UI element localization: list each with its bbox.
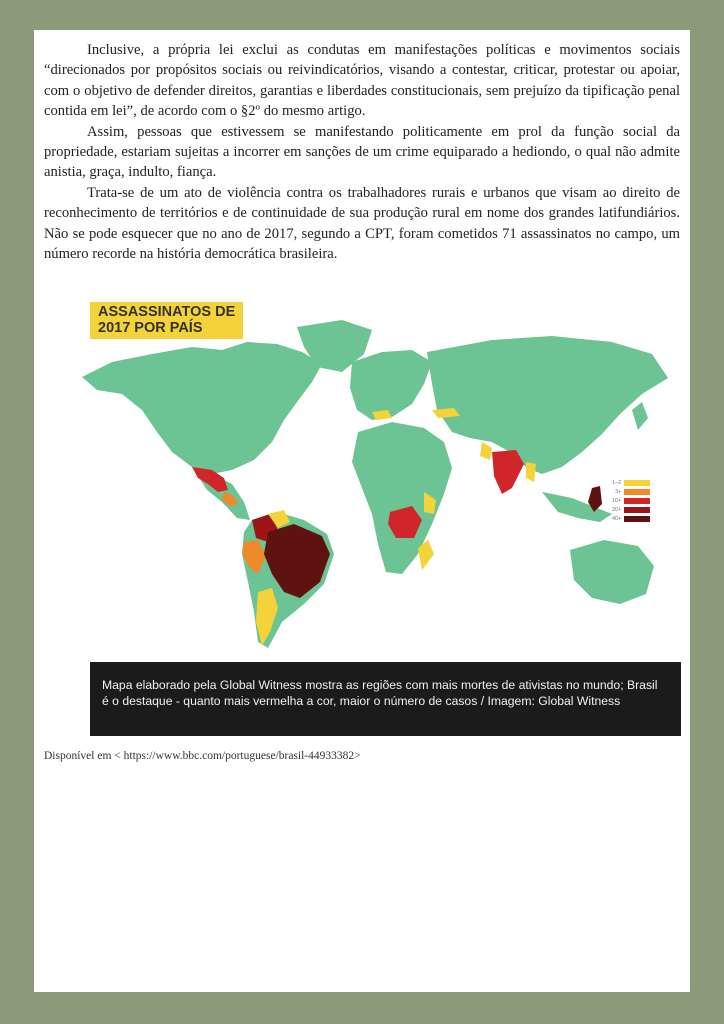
- africa: [352, 422, 452, 574]
- legend-item: [612, 514, 650, 523]
- world-map-figure: [72, 292, 684, 738]
- myanmar: [526, 462, 536, 482]
- southeast-asia: [542, 492, 612, 522]
- legend-swatch: [624, 480, 650, 486]
- source-citation: Disponível em < https://www.bbc.com/portuguese/brasil-44933382>: [44, 750, 361, 762]
- paragraph-1: Inclusive, a própria lei exclui as condutas em manifestações políticas e movimentos sociais “direcionados por propósitos sociais ou reivindicatórios, visando a contestar, criticar, protestar ou apoiar, com o objetivo de defender direitos, garantias e liberdades constitucionais, sem prejuízo da tipificação penal contida em lei”, de acordo com o §2º do mesmo artigo.: [44, 42, 680, 120]
- asia: [427, 336, 668, 474]
- europe: [350, 350, 432, 420]
- legend-label: 1–2: [612, 479, 622, 486]
- world-map-image: [72, 292, 684, 662]
- japan: [632, 402, 648, 430]
- legend-swatch: [624, 498, 650, 504]
- legend-swatch: [624, 507, 650, 513]
- document-page: [34, 30, 690, 992]
- body-text: [44, 40, 680, 264]
- map-title-line-2: 2017 POR PAÍS: [98, 320, 203, 336]
- legend-label: 10+: [612, 497, 622, 504]
- north-america: [82, 342, 322, 474]
- pakistan: [480, 442, 492, 460]
- paragraph-2: Assim, pessoas que estivessem se manifestando politicamente em prol da função social da propriedade, estariam sujeitas a incorrer em sanções de um crime equiparado a hediondo, o qual não admite anistia, graça, indulto, fiança.: [44, 123, 680, 181]
- map-caption: Mapa elaborado pela Global Witness mostra as regiões com mais mortes de ativistas no mundo; Brasil é o destaque - quanto mais vermelha a cor, maior o número de casos / Imagem: Global Witness: [90, 662, 681, 736]
- india: [492, 450, 524, 494]
- map-title-line-1: ASSASSINATOS DE: [98, 304, 236, 320]
- legend-label: 3+: [615, 488, 622, 495]
- legend-swatch: [624, 516, 650, 522]
- map-title: [90, 302, 243, 339]
- paragraph-3: Trata-se de um ato de violência contra os trabalhadores rurais e urbanos que visam ao direito de reconhecimento de territórios e de continuidade de sua produção rural em nome dos grandes latifundiários. Não se pode esquecer que no ano de 2017, segundo a CPT, foram cometidos 71 assassinatos no campo, um número recorde na história democrática brasileira.: [44, 184, 680, 263]
- legend-label: 20+: [612, 506, 622, 513]
- legend-item: [612, 478, 650, 487]
- legend-label: 40+: [612, 515, 622, 522]
- legend-swatch: [624, 489, 650, 495]
- legend-item: [612, 487, 650, 496]
- map-legend: [612, 478, 650, 523]
- australia: [570, 540, 654, 604]
- legend-item: [612, 496, 650, 505]
- land-masses: [82, 320, 668, 648]
- legend-item: [612, 505, 650, 514]
